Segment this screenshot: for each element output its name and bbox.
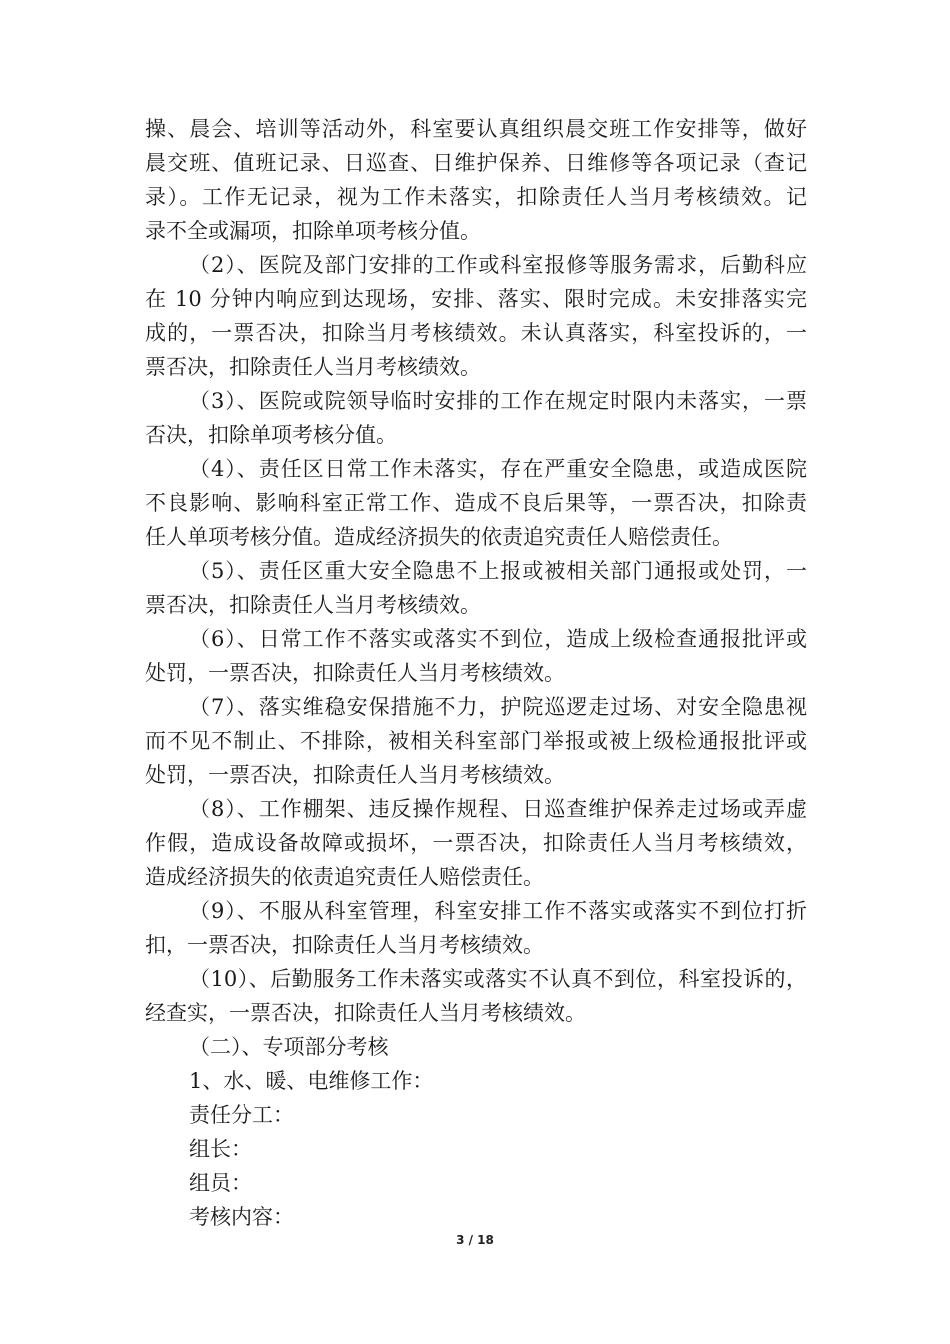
paragraph xyxy=(145,894,807,962)
text-line: 处罚，一票否决，扣除责任人当月考核绩效。 xyxy=(145,661,565,685)
paragraph xyxy=(145,690,807,792)
paragraph xyxy=(145,248,807,384)
text-line: 造成经济损失的依责追究责任人赔偿责任。 xyxy=(145,865,544,889)
text-line: （8）、工作棚架、违反操作规程、日巡查维护保养走过场或弄虚 xyxy=(189,797,807,821)
text-line: 晨交班、值班记录、日巡查、日维护保养、日维修等各项记录（查记 xyxy=(145,151,807,175)
text-line: 作假，造成设备故障或损坏，一票否决，扣除责任人当月考核绩效， xyxy=(145,831,807,855)
text-line: 处罚，一票否决，扣除责任人当月考核绩效。 xyxy=(145,763,565,787)
text-line: 1、水、暖、电维修工作： xyxy=(189,1069,434,1093)
paragraph xyxy=(145,962,807,1030)
paragraph xyxy=(145,1098,807,1132)
text-line: （2）、医院及部门安排的工作或科室报修等服务需求，后勤科应 xyxy=(189,253,807,277)
text-line: （10）、后勤服务工作未落实或落实不认真不到位，科室投诉的， xyxy=(189,967,807,991)
text-line: 录不全或漏项，扣除单项考核分值。 xyxy=(145,219,481,243)
paragraph xyxy=(145,622,807,690)
paragraph xyxy=(145,1030,807,1064)
paragraph xyxy=(145,1132,807,1166)
paragraph xyxy=(145,1200,807,1234)
text-line: 票否决，扣除责任人当月考核绩效。 xyxy=(145,355,481,379)
text-line: 操、晨会、培训等活动外，科室要认真组织晨交班工作安排等，做好 xyxy=(145,117,807,141)
text-line: （5）、责任区重大安全隐患不上报或被相关部门通报或处罚，一 xyxy=(189,559,807,583)
page-number: 3 / 18 xyxy=(456,1233,494,1247)
paragraph xyxy=(145,112,807,248)
text-line: 经查实，一票否决，扣除责任人当月考核绩效。 xyxy=(145,1001,586,1025)
text-line: 票否决，扣除责任人当月考核绩效。 xyxy=(145,593,481,617)
paragraph xyxy=(145,1166,807,1200)
text-line: 而不见不制止、不排除，被相关科室部门举报或被上级检通报批评或 xyxy=(145,729,807,753)
paragraph xyxy=(145,452,807,554)
text-line: 扣，一票否决，扣除责任人当月考核绩效。 xyxy=(145,933,544,957)
paragraph xyxy=(145,1064,807,1098)
text-line: 录）。工作无记录，视为工作未落实，扣除责任人当月考核绩效。记 xyxy=(145,185,807,209)
text-line: 组员： xyxy=(189,1171,252,1195)
paragraph xyxy=(145,384,807,452)
text-line: 任人单项考核分值。造成经济损失的依责追究责任人赔偿责任。 xyxy=(145,525,733,549)
paragraph xyxy=(145,554,807,622)
text-line: （9）、不服从科室管理，科室安排工作不落实或落实不到位打折 xyxy=(189,899,807,923)
text-line: 考核内容： xyxy=(189,1205,294,1229)
text-line: （3）、医院或院领导临时安排的工作在规定时限内未落实，一票 xyxy=(189,389,807,413)
text-line: 责任分工： xyxy=(189,1103,294,1127)
text-line: 成的，一票否决，扣除当月考核绩效。未认真落实，科室投诉的，一 xyxy=(145,321,807,345)
text-line: （4）、责任区日常工作未落实，存在严重安全隐患，或造成医院 xyxy=(189,457,807,481)
paragraph xyxy=(145,792,807,894)
text-line: （二）、专项部分考核 xyxy=(189,1035,389,1059)
text-line: 在 10 分钟内响应到达现场，安排、落实、限时完成。未安排落实完 xyxy=(145,287,807,311)
text-line: （6）、日常工作不落实或落实不到位，造成上级检查通报批评或 xyxy=(189,627,807,651)
text-line: 不良影响、影响科室正常工作、造成不良后果等，一票否决，扣除责 xyxy=(145,491,807,515)
document-body xyxy=(145,112,807,1234)
text-line: 否决，扣除单项考核分值。 xyxy=(145,423,397,447)
text-line: （7）、落实维稳安保措施不力，护院巡逻走过场、对安全隐患视 xyxy=(189,695,807,719)
text-line: 组长： xyxy=(189,1137,252,1161)
